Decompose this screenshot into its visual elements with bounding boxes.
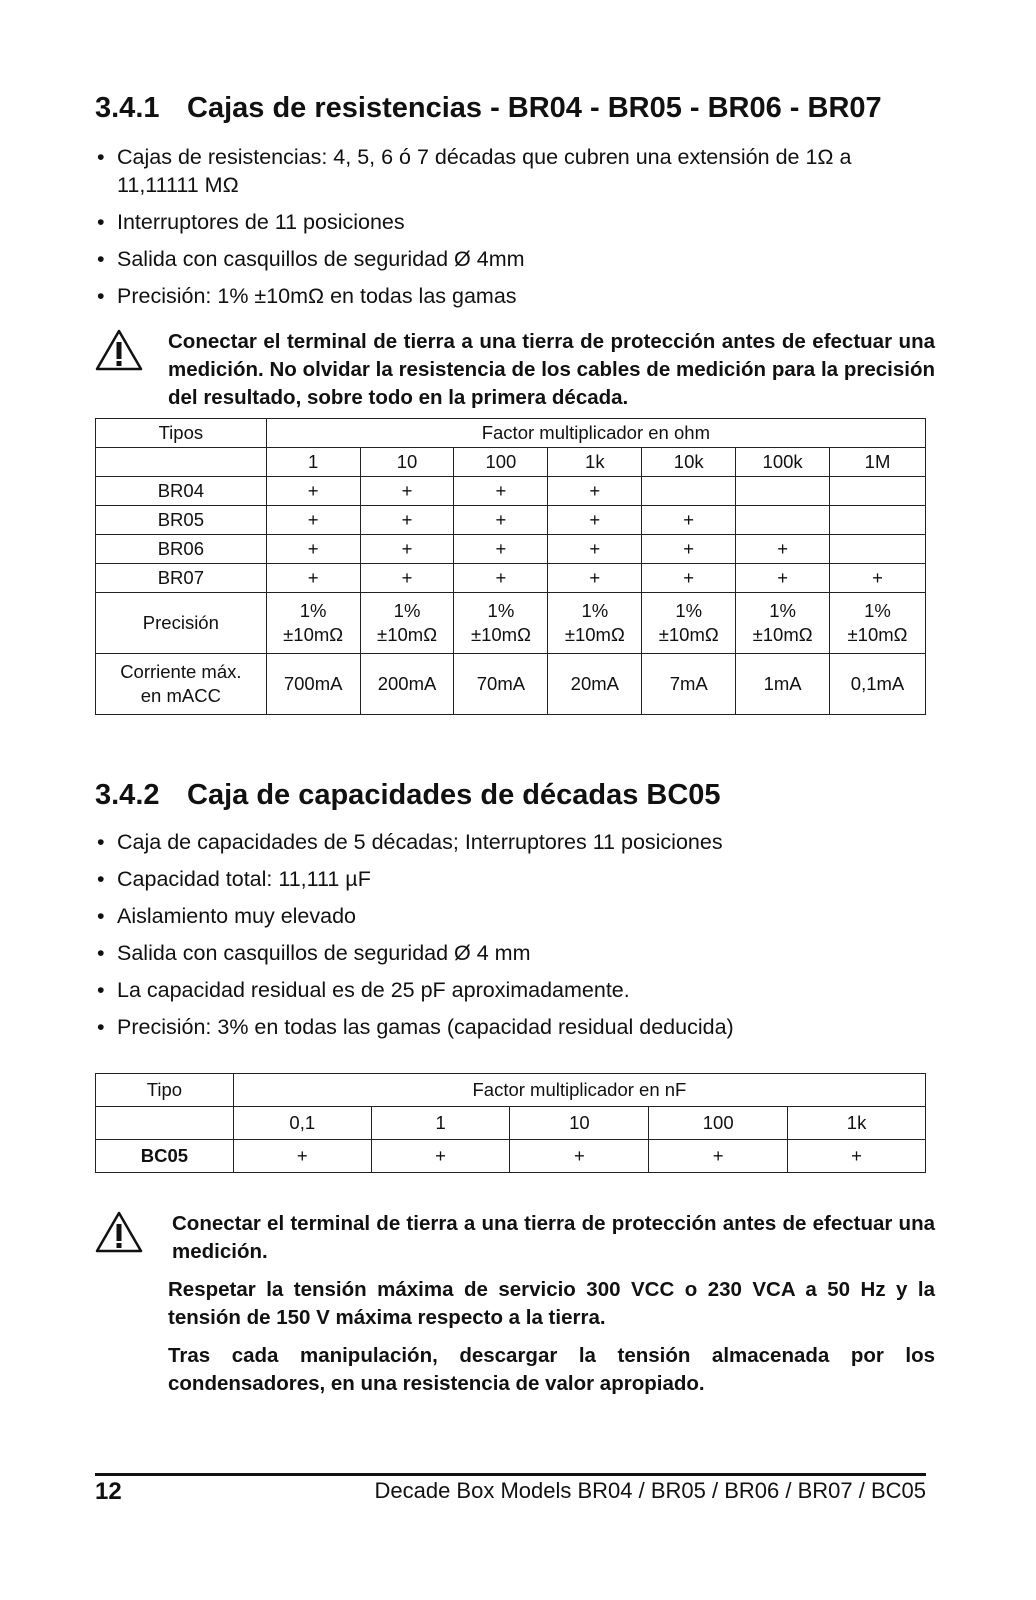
list-item: • Salida con casquillos de seguridad Ø 4 mm <box>97 941 531 965</box>
table-header-factor: Factor multiplicador en ohm <box>266 419 925 448</box>
list-item: • Capacidad total: 11,111 µF <box>97 867 371 891</box>
list-item: • Precisión: 1% ±10mΩ en todas las gamas <box>97 284 517 308</box>
table-row-current: Corriente máx. en mACC 700mA 200mA 70mA 20mA 7mA 1mA 0,1mA <box>96 654 926 715</box>
list-item: • Salida con casquillos de seguridad Ø 4mm <box>97 247 525 271</box>
table-row: BR04 + + + + <box>96 477 926 506</box>
section-heading-342: 3.4.2 Caja de capacidades de décadas BC05 <box>95 779 721 811</box>
footer-rule <box>95 1473 926 1476</box>
table-row-precision: Precisión 1% ±10mΩ 1% ±10mΩ 1% ±10mΩ 1% ±10mΩ 1% ±10mΩ 1% ±10mΩ 1% ±10mΩ <box>96 593 926 654</box>
table-header-type: Tipo <box>96 1074 234 1107</box>
warning-triangle-icon <box>95 1210 143 1254</box>
table-header-type: Tipos <box>96 419 267 448</box>
table-row: BC05 + + + + + <box>96 1140 926 1173</box>
resistance-features-list <box>95 143 935 319</box>
table-row: BR06 + + + + + + <box>96 535 926 564</box>
warning-triangle-icon <box>95 328 143 372</box>
list-item: • Interruptores de 11 posiciones <box>97 210 405 234</box>
warning-note-2: Conectar el terminal de tierra a una tierra de protección antes de efectuar una medición. Respetar la tensión máxima de servicio 300 VCC o 230 VCA a 50 Hz y la tensión de 150 V máxima respecto a la tierra. Tras cada manipulación, descargar la tensión almacenada por los condensadores, en una resistencia de valor apropiado. <box>95 1210 935 1408</box>
capacitance-table: Tipo Factor multiplicador en nF 0,1 1 10 100 1k BC05 + + + + + <box>95 1073 926 1173</box>
list-item: • Cajas de resistencias: 4, 5, 6 ó 7 décadas que cubren una extensión de 1Ω a 11,11111 MΩ <box>97 145 852 197</box>
resistance-table: Tipos Factor multiplicador en ohm 1 10 100 1k 10k 100k 1M BR04 + + + + BR05 + + + + + BR06 + + + + + + BR07 + + + + + + + Precisión 1% ±10mΩ 1% ±10mΩ 1% ±10mΩ 1% ±10mΩ 1% ±10mΩ 1% ±10mΩ 1% ±10mΩ Corriente máx. en mACC 700mA 200mA 70mA 20mA 7mA 1mA 0,1mA <box>95 418 926 715</box>
list-item: • Aislamiento muy elevado <box>97 904 357 928</box>
warning-note-1: Conectar el terminal de tierra a una tierra de protección antes de efectuar una medición. No olvidar la resistencia de los cables de medición para la precisión del resultado, sobre todo en la primera década. <box>95 328 935 422</box>
footer-title: Decade Box Models BR04 / BR05 / BR06 / BR07 / BC05 <box>374 1478 926 1503</box>
table-header-factor: Factor multiplicador en nF <box>233 1074 925 1107</box>
list-item: • Caja de capacidades de 5 décadas; Interruptores 11 posiciones <box>97 830 723 854</box>
table-row: BR05 + + + + + <box>96 506 926 535</box>
page-number: 12 <box>95 1478 122 1505</box>
section-heading-341: 3.4.1 Cajas de resistencias - BR04 - BR05 - BR06 - BR07 <box>95 92 882 124</box>
table-row: BR07 + + + + + + + <box>96 564 926 593</box>
list-item: • La capacidad residual es de 25 pF aproximadamente. <box>97 978 630 1002</box>
capacitance-features-list <box>95 828 935 1050</box>
list-item: • Precisión: 3% en todas las gamas (capacidad residual deducida) <box>97 1015 734 1039</box>
